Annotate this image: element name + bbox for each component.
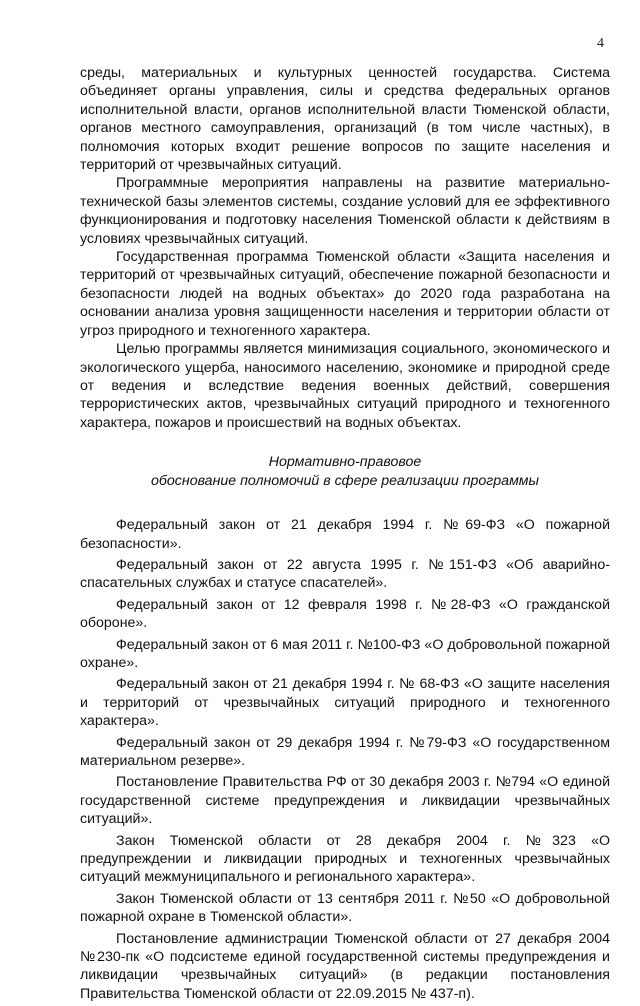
law-item: Постановление Правительства РФ от 30 декабря 2003 г. №794 «О единой государственной системе предупреждения и ликвидации чрезвычайных ситуаций». (80, 774, 610, 828)
law-item: Федеральный закон от 6 мая 2011 г. №100-ФЗ «О добровольной пожарной охране». (80, 636, 610, 671)
section-heading-line: обоснование полномочий в сфере реализации программы (151, 473, 539, 490)
section-heading (80, 453, 610, 491)
law-item: Закон Тюменской области от 13 сентября 2011 г. №50 «О добровольной пожарной охране в Тюменской области». (80, 890, 610, 926)
intro-paragraph: Государственная программа Тюменской области «Защита населения и территорий от чрезвычайных ситуаций, обеспечение пожарной безопасности и безопасности людей на водных объектах» до 2020 года разработана на основании анализа уровня защищенности населения и территории области от угроз природного и техногенного характера. (80, 249, 610, 339)
law-item: Федеральный закон от 21 декабря 1994 г. №69-ФЗ «О пожарной безопасности». (80, 517, 610, 552)
intro-paragraph: Программные мероприятия направлены на развитие материально-технической базы элементов системы, создание условий для ее эффективного функционирования и подготовку населения Тюменской области к действиям в условиях чрезвычайных ситуаций. (80, 175, 610, 247)
document-body (80, 64, 610, 1006)
law-item: Федеральный закон от 12 февраля 1998 г. №28-ФЗ «О гражданской обороне». (80, 596, 610, 632)
intro-paragraph: среды, материальных и культурных ценностей государства. Система объединяет органы управления, силы и средства федеральных органов исполнительной власти, органов исполнительной власти Тюменской области, органов местного самоуправления, организаций (в том числе частных), в полномочия которых входит решение вопросов по защите населения и территорий от чрезвычайных ситуаций. (80, 65, 610, 174)
legal-basis-list (80, 516, 610, 1003)
law-item: Закон Тюменской области от 28 декабря 2004 г. №323 «О предупреждении и ликвидации природных и техногенных чрезвычайных ситуаций межмуниципального и регионального характера». (80, 832, 610, 886)
intro-paragraph: Целью программы является минимизация социального, экономического и экологического ущерба, наносимого населению, экономике и природной среде от ведения и вследствие ведения военных действий, совершения террористических актов, чрезвычайных ситуаций природного и техногенного характера, пожаров и происшествий на водных объектах. (80, 341, 610, 431)
law-item: Федеральный закон от 29 декабря 1994 г. №79-ФЗ «О государственном материальном резерве». (80, 734, 610, 769)
page-number: 4 (597, 36, 604, 51)
section-heading-line: Нормативно-правовое (268, 454, 422, 471)
law-item: Федеральный закон от 22 августа 1995 г. №151-ФЗ «Об аварийно-спасательных службах и статусе спасателей». (80, 556, 610, 592)
law-item: Постановление администрации Тюменской области от 27 декабря 2004 №230-пк «О подсистеме единой государственной системы предупреждения и ликвидации чрезвычайных ситуаций» (в редакции постановления Правительства Тюменской области от 22.09.2015 № 437-п). (80, 930, 610, 1002)
law-item: Федеральный закон от 21 декабря 1994 г. № 68-ФЗ «О защите населения и территорий от чрезвычайных ситуаций природного и техногенного характера». (80, 676, 610, 730)
